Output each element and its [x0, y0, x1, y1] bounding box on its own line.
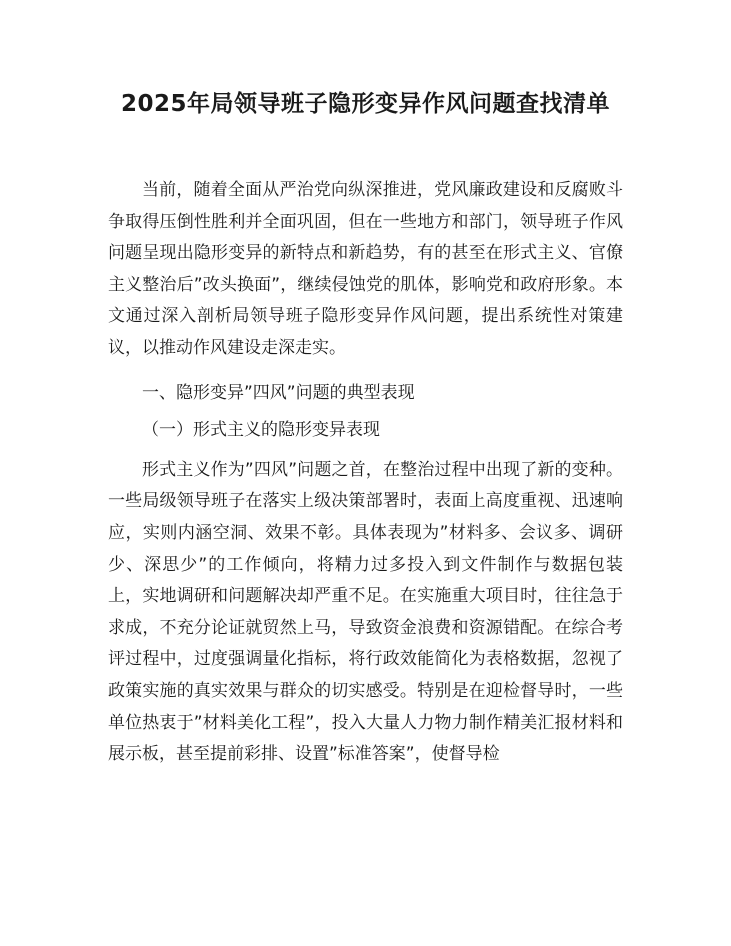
document-title: 2025年局领导班子隐形变异作风问题查找清单	[120, 91, 610, 117]
section-heading: 一、隐形变异”四风”问题的典型表现	[142, 382, 415, 403]
body-paragraph: 形式主义作为”四风”问题之首，在整治过程中出现了新的变种。一些局级领导班子在落实上级决策部署时，表面上高度重视、迅速响应，实则内涵空洞、效果不彰。具体表现为”材料多、会议多、调研少、深思少”的工作倾向，将精力过多投入到文件制作与数据包装上，实地调研和问题解决却严重不足。在实施重大项目时，往往急于求成，不充分论证就贸然上马，导致资金浪费和资源错配。在综合考评过程中，过度强调量化指标，将行政效能简化为表格数据，忽视了政策实施的真实效果与群众的切实感受。特别是在迎检督导时，一些单位热衷于”材料美化工程”，投入大量人力物力制作精美汇报材料和展示板，甚至提前彩排、设置”标准答案”，使督导检	[108, 459, 623, 765]
intro-paragraph: 当前，随着全面从严治党向纵深推进，党风廉政建设和反腐败斗争取得压倒性胜利并全面巩固，但在一些地方和部门，领导班子作风问题呈现出隐形变异的新特点和新趋势，有的甚至在形式主义、官僚主义整治后”改头换面”，继续侵蚀党的肌体，影响党和政府形象。本文通过深入剖析局领导班子隐形变异作风问题，提出系统性对策建议，以推动作风建设走深走实。	[108, 180, 623, 358]
subsection-heading: （一）形式主义的隐形变异表现	[142, 420, 380, 441]
